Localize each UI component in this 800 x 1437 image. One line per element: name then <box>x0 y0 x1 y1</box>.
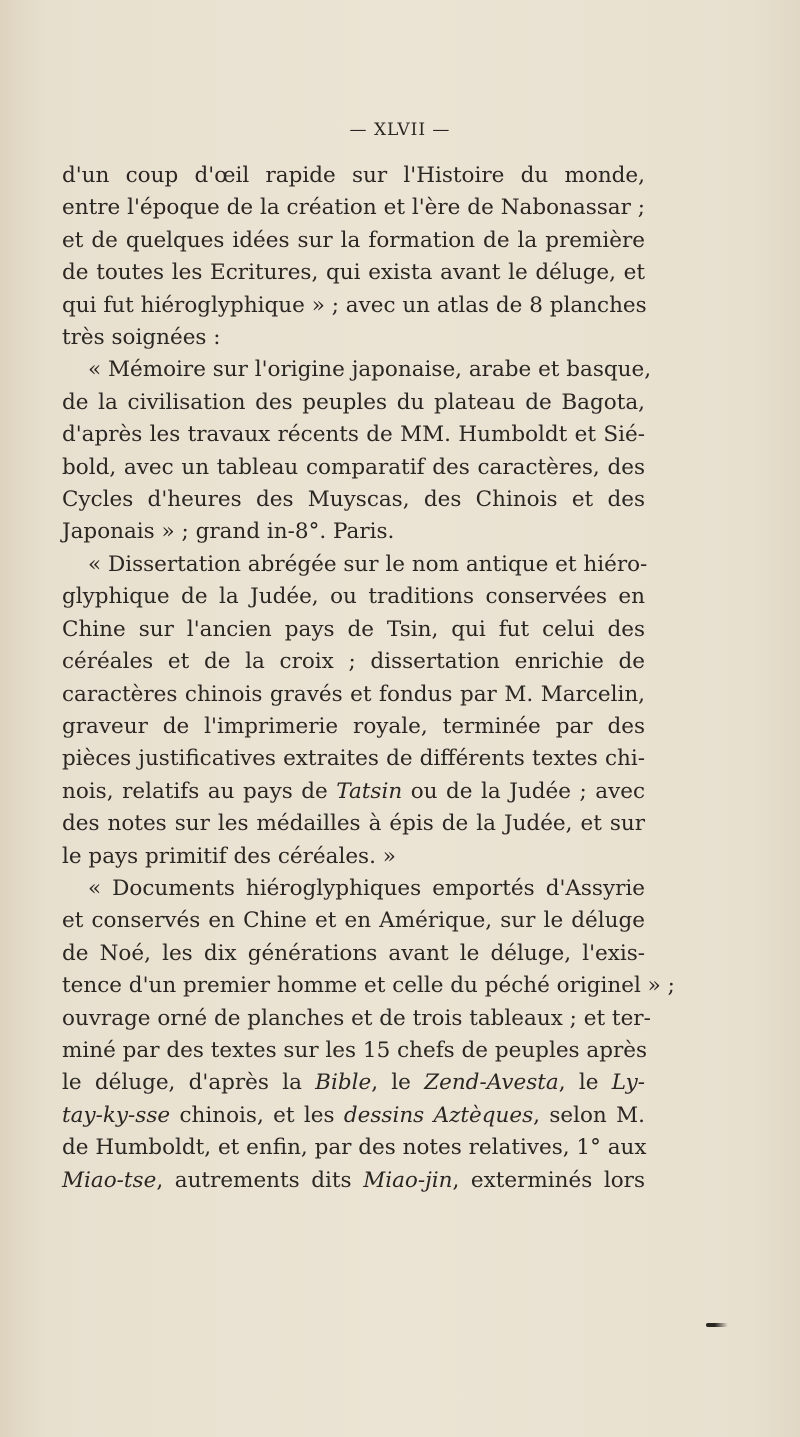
text-line: entre l'époque de la création et l'ère de Nabonassar ; <box>62 195 645 221</box>
text-line: pièces justificatives extraites de différents textes chi- <box>62 746 645 772</box>
text-line: de la civilisation des peuples du plateau de Bagota, <box>62 389 645 415</box>
page-number: — XLVII — <box>349 120 451 140</box>
text-line: très soignées : <box>62 325 221 351</box>
text-line: « Mémoire sur l'origine japonaise, arabe et basque, <box>88 357 652 383</box>
text-line: Japonais » ; grand in-8°. Paris. <box>62 519 395 545</box>
text-line: « Dissertation abrégée sur le nom antique et hiéro- <box>88 551 648 577</box>
text-line: de Humboldt, et enfin, par des notes relatives, 1° aux <box>62 1135 647 1161</box>
text-line: le déluge, d'après la Bible, le Zend-Avesta, le Ly- <box>62 1070 646 1096</box>
text-line: de toutes les Ecritures, qui exista avant le déluge, et <box>62 260 645 286</box>
text-line: bold, avec un tableau comparatif des caractères, des <box>62 454 645 480</box>
text-line: caractères chinois gravés et fondus par M. Marcelin, <box>62 681 645 707</box>
text-line: des notes sur les médailles à épis de la Judée, et sur <box>62 811 645 837</box>
text-line: d'un coup d'œil rapide sur l'Histoire du monde, <box>62 163 645 188</box>
text-line: « Documents hiéroglyphiques emportés d'Assyrie <box>88 875 645 901</box>
text-line: de Noé, les dix générations avant le déluge, l'exis- <box>62 940 645 966</box>
text-line: d'après les travaux récents de MM. Humboldt et Sié- <box>62 422 645 448</box>
text-line: Miao-tse, autrements dits Miao-jin, exterminés lors <box>62 1167 645 1193</box>
text-line: nois, relatifs au pays de Tatsin ou de la Judée ; avec <box>62 778 645 804</box>
text-line: Chine sur l'ancien pays de Tsin, qui fut celui des <box>62 616 645 642</box>
text-line: qui fut hiéroglyphique » ; avec un atlas de 8 planches <box>62 292 647 318</box>
text-line: le pays primitif des céréales. » <box>62 843 396 869</box>
body-text <box>62 160 675 1197</box>
text-line: céréales et de la croix ; dissertation enrichie de <box>62 649 645 675</box>
text-line: et de quelques idées sur la formation de la première <box>62 227 645 253</box>
text-line: miné par des textes sur les 15 chefs de peuples après <box>62 1037 648 1063</box>
text-line: tay-ky-sse chinois, et les dessins Aztèques, selon M. <box>62 1102 645 1128</box>
text-line: et conservés en Chine et en Amérique, sur le déluge <box>62 908 645 934</box>
text-line: tence d'un premier homme et celle du péché originel » ; <box>62 973 675 999</box>
text-line: Cycles d'heures des Muyscas, des Chinois et des <box>62 487 645 513</box>
text-line: graveur de l'imprimerie royale, terminée par des <box>62 713 645 739</box>
text-line: ouvrage orné de planches et de trois tableaux ; et ter- <box>62 1005 651 1031</box>
printers-mark <box>706 1323 728 1327</box>
text-line: glyphique de la Judée, ou traditions conservées en <box>62 584 645 610</box>
